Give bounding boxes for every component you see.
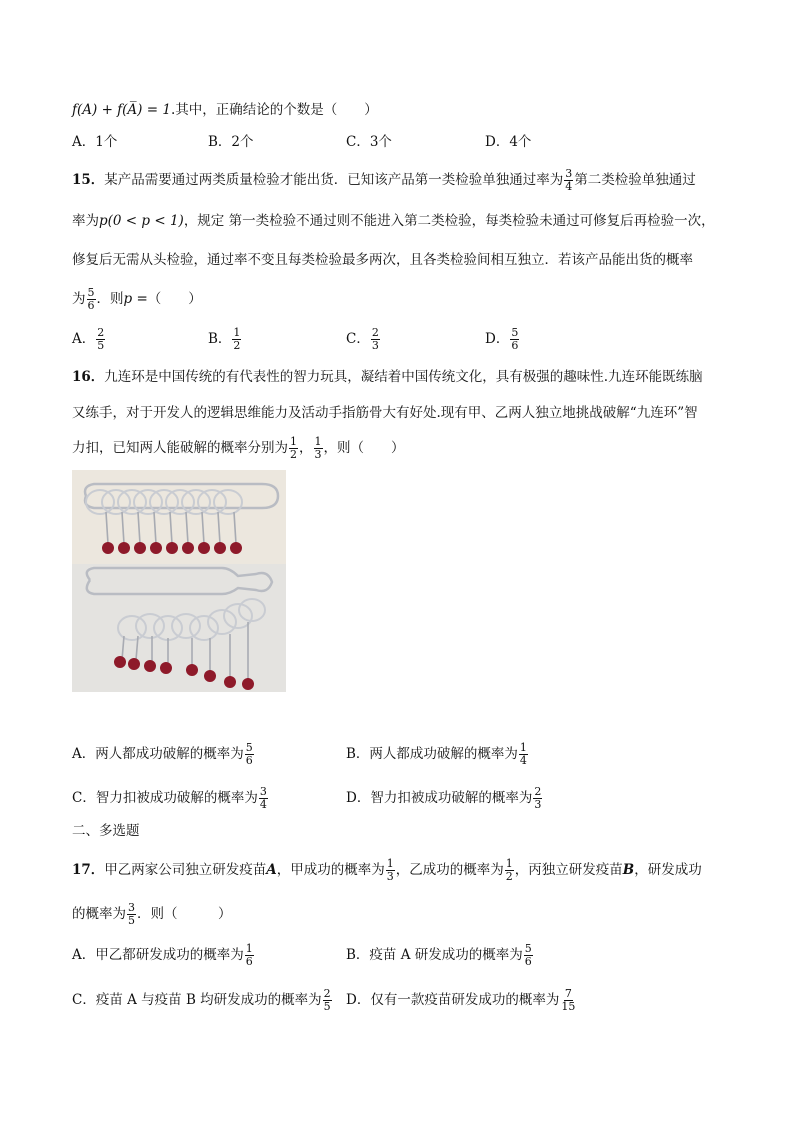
q16-line-1: 16．九连环是中国传统的有代表性的智力玩具，凝结着中国传统文化，具有极强的趣味性.九连环能既练脑 bbox=[72, 369, 703, 385]
q14-tail-line bbox=[72, 100, 378, 120]
q15-number: 15． bbox=[72, 172, 105, 188]
nine-linked-rings-photo bbox=[72, 470, 286, 692]
q15-text: 某产品需要通过两类质量检验才能出货．已知该产品第一类检验单独通过率为 bbox=[104, 172, 564, 188]
q15-option-d[interactable]: D． $\frac{5}{6}$ bbox=[485, 326, 519, 352]
q15-line-3: 修复后无需从头检验，通过率不变且每类检验最多两次，且各类检验间相互独立．若该产品能出货的概率 bbox=[72, 252, 693, 268]
q16-option-d[interactable]: D．智力扣被成功破解的概率为 $\frac{2}{3}$ bbox=[346, 785, 542, 811]
q15-option-c[interactable]: C． $\frac{2}{3}$ bbox=[346, 326, 379, 352]
q17-line-1: 17．甲乙两家公司独立研发疫苗A，甲成功的概率为 $\frac{1}{3}$ ，乙成功的概率为 $\frac{1}{2}$ ，丙独立研发疫苗B，研发成功 bbox=[72, 857, 702, 883]
q17-option-b[interactable]: B．疫苗 A 研发成功的概率为 $\frac{5}{6}$ bbox=[346, 942, 532, 968]
q16-line-2: 又练手，对于开发人的逻辑思维能力及活动手指筋骨大有好处.现有甲、乙两人独立地挑战破解“九连环”智 bbox=[72, 405, 698, 421]
section-heading: 二、多选题 bbox=[72, 823, 140, 839]
q17-number: 17． bbox=[72, 862, 105, 878]
q16-option-b[interactable]: B．两人都成功破解的概率为 $\frac{1}{4}$ bbox=[346, 741, 527, 767]
q15-option-a[interactable]: A． $\frac{2}{5}$ bbox=[72, 326, 105, 352]
q17-option-c[interactable]: C．疫苗 A 与疫苗 B 均研发成功的概率为 $\frac{2}{5}$ bbox=[72, 987, 331, 1013]
q14-option-b[interactable]: B．2个 bbox=[208, 134, 254, 150]
q14-text: .其中，正确结论的个数是（ ） bbox=[170, 102, 378, 118]
q14-option-a[interactable]: A．1个 bbox=[72, 134, 118, 150]
q16-number: 16． bbox=[72, 369, 105, 385]
q14-option-c[interactable]: C．3个 bbox=[346, 134, 392, 150]
q16-option-c[interactable]: C．智力扣被成功破解的概率为 $\frac{3}{4}$ bbox=[72, 785, 267, 811]
q17-option-a[interactable]: A．甲乙都研发成功的概率为 $\frac{1}{6}$ bbox=[72, 942, 253, 968]
q17-line-2: 的概率为 $\frac{3}{5}$ ．则（ ） bbox=[72, 901, 232, 927]
q14-expression: f(A) + f(A̅) = 1 bbox=[72, 102, 171, 118]
q15-fraction-2: $\frac{5}{6}$ bbox=[87, 286, 95, 312]
q17-option-d[interactable]: D．仅有一款疫苗研发成功的概率为 $\frac{7}{15}$ bbox=[346, 987, 576, 1013]
q15-fraction-1: $\frac{3}{4}$ bbox=[565, 167, 573, 193]
q16-option-a[interactable]: A．两人都成功破解的概率为 $\frac{5}{6}$ bbox=[72, 741, 253, 767]
q15-line-1 bbox=[72, 168, 696, 193]
q16-line-3: 力扣，已知两人能破解的概率分别为 $\frac{1}{2}$ ， $\frac{1}{3}$ ，则（ ） bbox=[72, 435, 405, 461]
q15-line-4: 为 $\frac{5}{6}$ ．则p =（ ） bbox=[72, 286, 202, 312]
q15-text: 第二类检验单独通过 bbox=[574, 172, 696, 188]
q15-option-b[interactable]: B． $\frac{1}{2}$ bbox=[208, 326, 241, 352]
nine-linked-rings-illustration bbox=[72, 470, 286, 692]
q14-option-d[interactable]: D．4个 bbox=[485, 134, 532, 150]
q15-line-2: 率为p(0 < p < 1)，规定 第一类检验不通过则不能进入第二类检验，每类检验未通过可修复后再检验一次， bbox=[72, 213, 715, 229]
